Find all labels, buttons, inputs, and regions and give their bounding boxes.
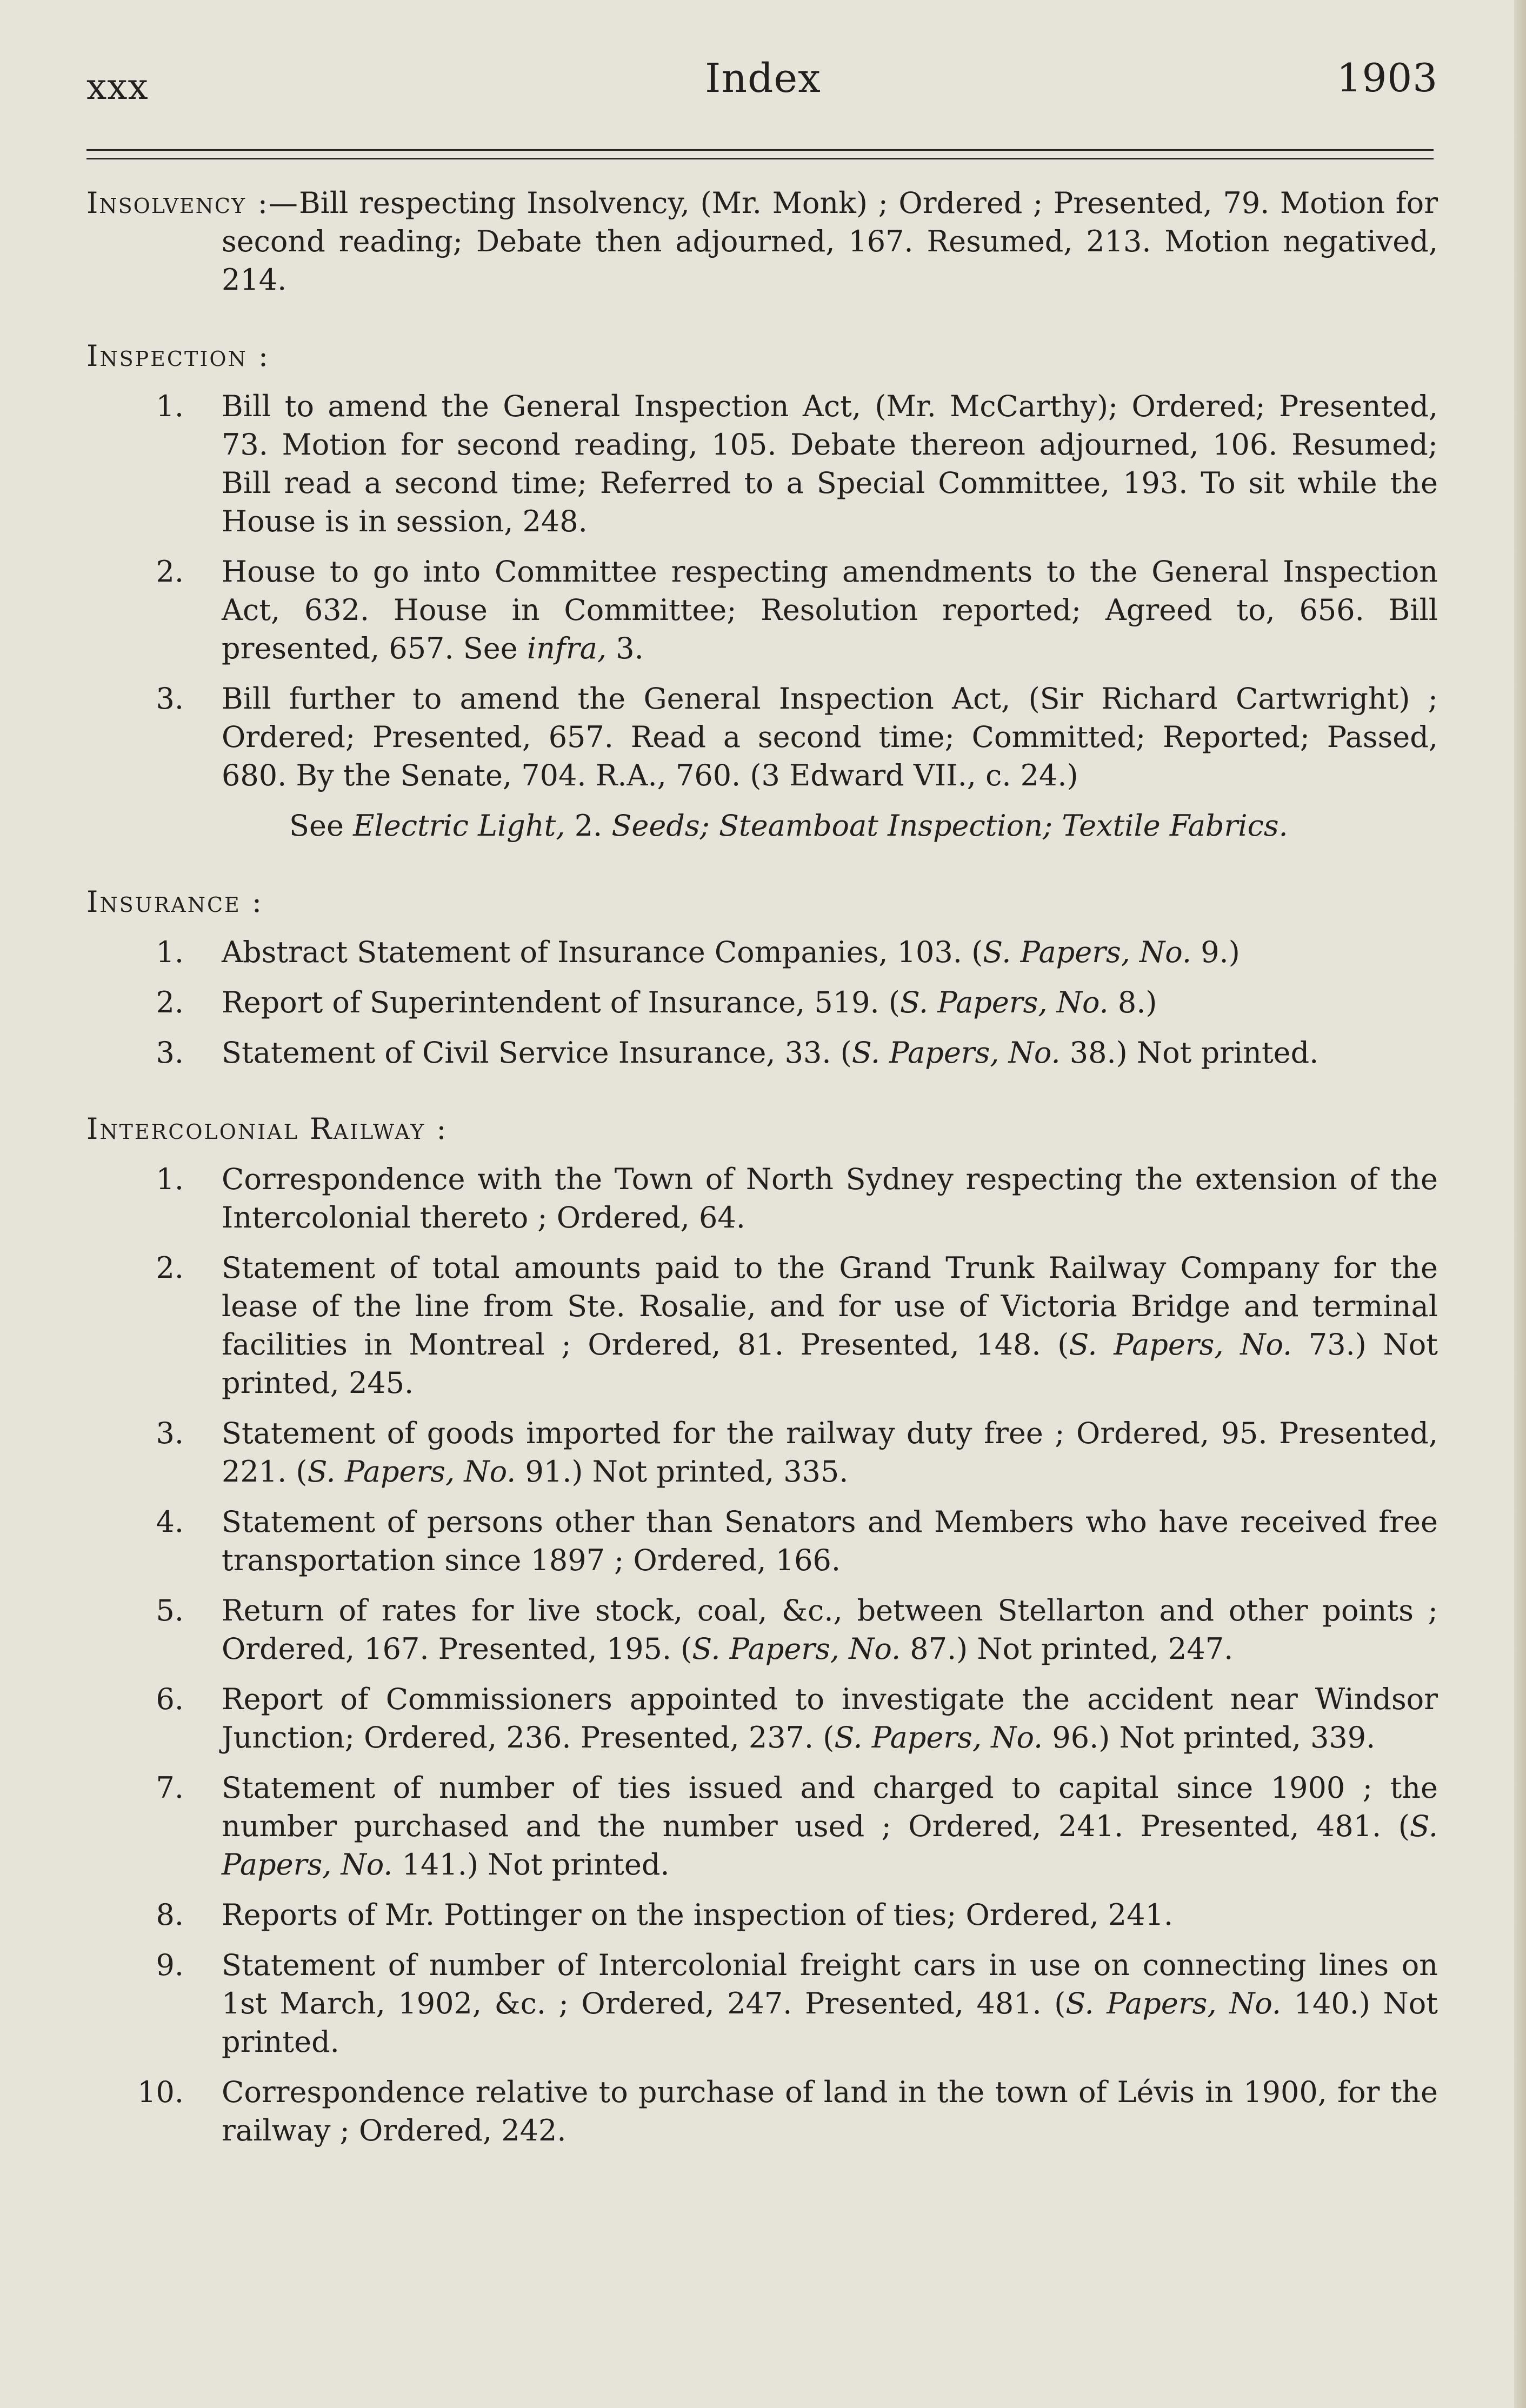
- item-text: Report of Commissioners appointed to investigate the accident near Windsor Junction; Ordered, 236. Presented, 237. (: [222, 1682, 1438, 1755]
- intercolonial-heading: Intercolonial Railway :: [86, 1112, 448, 1146]
- item-tail: 87.) Not printed, 247.: [901, 1632, 1234, 1666]
- list-item: [86, 1503, 1438, 1579]
- item-text: Statement of number of Intercolonial freight cars in use on connecting lines on 1st March, 1902, &c. ; Ordered, 247. Presented, 481. (: [222, 1948, 1438, 2020]
- list-item: [86, 1591, 1438, 1668]
- item-text: Statement of number of ties issued and charged to capital since 1900 ; the number purchased and the number used ; Ordered, 241. Presented, 481. (: [222, 1771, 1438, 1843]
- insurance-heading: Insurance :: [86, 885, 264, 919]
- year-label: 1903: [1336, 55, 1438, 101]
- item-text: Statement of persons other than Senators and Members who have received free transportation since 1897 ; Ordered, 166.: [222, 1505, 1438, 1577]
- list-item: [86, 552, 1438, 668]
- index-content: [86, 184, 1438, 2162]
- item-text: Statement of Civil Service Insurance, 33. (: [222, 1036, 852, 1070]
- item-tail: 38.) Not printed.: [1060, 1036, 1319, 1070]
- see-ref-c: Seeds; Steamboat Inspection; Textile Fabrics.: [611, 809, 1288, 843]
- insolvency-heading: Insolvency :—: [86, 186, 299, 220]
- see-ref-a: Electric Light,: [353, 809, 565, 843]
- list-item: [86, 1896, 1438, 1934]
- intercolonial-section: [86, 1110, 1438, 2150]
- item-number: 2.: [156, 985, 184, 1019]
- item-number: 1.: [156, 935, 184, 969]
- item-number: 3.: [156, 1036, 184, 1070]
- item-tail: 140.) Not printed.: [222, 1986, 1438, 2059]
- item-italic: S. Papers, No.: [692, 1632, 901, 1666]
- item-text: Reports of Mr. Pottinger on the inspection of ties; Ordered, 241.: [222, 1898, 1174, 1932]
- item-text: Statement of goods imported for the railway duty free ; Ordered, 95. Presented, 221. (: [222, 1416, 1438, 1489]
- item-text: Correspondence relative to purchase of land in the town of Lévis in 1900, for the railway ; Ordered, 242.: [222, 2075, 1438, 2147]
- see-also-line: [86, 806, 1438, 845]
- list-item: [86, 1160, 1438, 1237]
- item-number: 3.: [156, 682, 184, 716]
- list-item: [86, 2073, 1438, 2150]
- item-tail: 141.) Not printed.: [392, 1847, 670, 1882]
- page-number-label: xxx: [86, 66, 149, 108]
- item-italic: S. Papers, No.: [307, 1455, 516, 1489]
- item-number: 1.: [156, 389, 184, 423]
- item-tail: 9.): [1191, 935, 1240, 969]
- page-edge: [1514, 0, 1526, 2408]
- item-tail: 3.: [607, 631, 644, 665]
- list-item: [86, 387, 1438, 541]
- item-text: Return of rates for live stock, coal, &c., between Stellarton and other points ; Ordered, 167. Presented, 195. (: [222, 1593, 1438, 1666]
- item-italic: S. Papers, No.: [1065, 1986, 1282, 2020]
- item-tail: 8.): [1108, 985, 1157, 1019]
- insolvency-entry: [86, 184, 1438, 299]
- item-text: Report of Superintendent of Insurance, 519. (: [222, 985, 900, 1019]
- item-number: 9.: [156, 1948, 184, 1982]
- insolvency-text: Bill respecting Insolvency, (Mr. Monk) ; Ordered ; Presented, 79. Motion for second reading; Debate then adjourned, 167. Resumed, 213. Motion negatived, 214.: [222, 186, 1438, 297]
- item-tail: 91.) Not printed, 335.: [516, 1455, 849, 1489]
- list-item: [86, 1769, 1438, 1884]
- item-italic: S. Papers, No.: [1069, 1328, 1292, 1362]
- list-item: [86, 933, 1438, 971]
- see-prefix: See: [289, 809, 344, 843]
- item-text: Statement of total amounts paid to the Grand Trunk Railway Company for the lease of the line from Ste. Rosalie, and for use of Victoria Bridge and terminal facilities in Montreal ; Ordered, 81. Presented, 148. (: [222, 1251, 1438, 1362]
- item-text: Abstract Statement of Insurance Companies, 103. (: [222, 935, 983, 969]
- item-italic: S. Papers, No.: [899, 985, 1109, 1019]
- see-ref-b: 2.: [565, 809, 612, 843]
- list-item: [86, 679, 1438, 795]
- list-item: [86, 1680, 1438, 1757]
- inspection-heading: Inspection :: [86, 339, 270, 373]
- page-title: Index: [705, 55, 821, 102]
- item-tail: 96.) Not printed, 339.: [1043, 1720, 1376, 1755]
- item-number: 8.: [156, 1898, 184, 1932]
- item-tail: 73.) Not printed, 245.: [222, 1328, 1438, 1400]
- list-item: [86, 1033, 1438, 1072]
- item-italic: infra,: [527, 631, 607, 665]
- item-number: 5.: [156, 1593, 184, 1627]
- item-number: 2.: [156, 1251, 184, 1285]
- item-number: 6.: [156, 1682, 184, 1716]
- item-italic: S. Papers, No.: [222, 1809, 1438, 1882]
- item-number: 7.: [156, 1771, 184, 1805]
- item-text: Bill further to amend the General Inspection Act, (Sir Richard Cartwright) ; Ordered; Presented, 657. Read a second time; Committed; Reported; Passed, 680. By the Senate, 704. R.A., 760. (3 Edward VII., c. 24.): [222, 682, 1438, 792]
- list-item: [86, 1249, 1438, 1402]
- item-number: 1.: [156, 1162, 184, 1196]
- item-text: House to go into Committee respecting amendments to the General Inspection Act, 632. House in Committee; Resolution reported; Agreed to, 656. Bill presented, 657. See: [222, 555, 1438, 665]
- insurance-section: [86, 883, 1438, 1072]
- item-text: Correspondence with the Town of North Sydney respecting the extension of the Intercolonial thereto ; Ordered, 64.: [222, 1162, 1438, 1235]
- item-italic: S. Papers, No.: [851, 1036, 1061, 1070]
- item-text: Bill to amend the General Inspection Act, (Mr. McCarthy); Ordered; Presented, 73. Motion for second reading, 105. Debate thereon adjourned, 106. Resumed; Bill read a second time; Referred to a Special Committee, 193. To sit while the House is in session, 248.: [222, 389, 1438, 538]
- item-italic: S. Papers, No.: [834, 1720, 1043, 1755]
- item-number: 2.: [156, 555, 184, 589]
- header-rule-top: [86, 149, 1434, 151]
- item-number: 4.: [156, 1505, 184, 1539]
- header-rule-bottom: [86, 158, 1434, 159]
- item-number: 10.: [137, 2075, 184, 2109]
- list-item: [86, 983, 1438, 1022]
- item-number: 3.: [156, 1416, 184, 1450]
- list-item: [86, 1946, 1438, 2061]
- list-item: [86, 1414, 1438, 1491]
- item-italic: S. Papers, No.: [983, 935, 1192, 969]
- inspection-section: [86, 337, 1438, 845]
